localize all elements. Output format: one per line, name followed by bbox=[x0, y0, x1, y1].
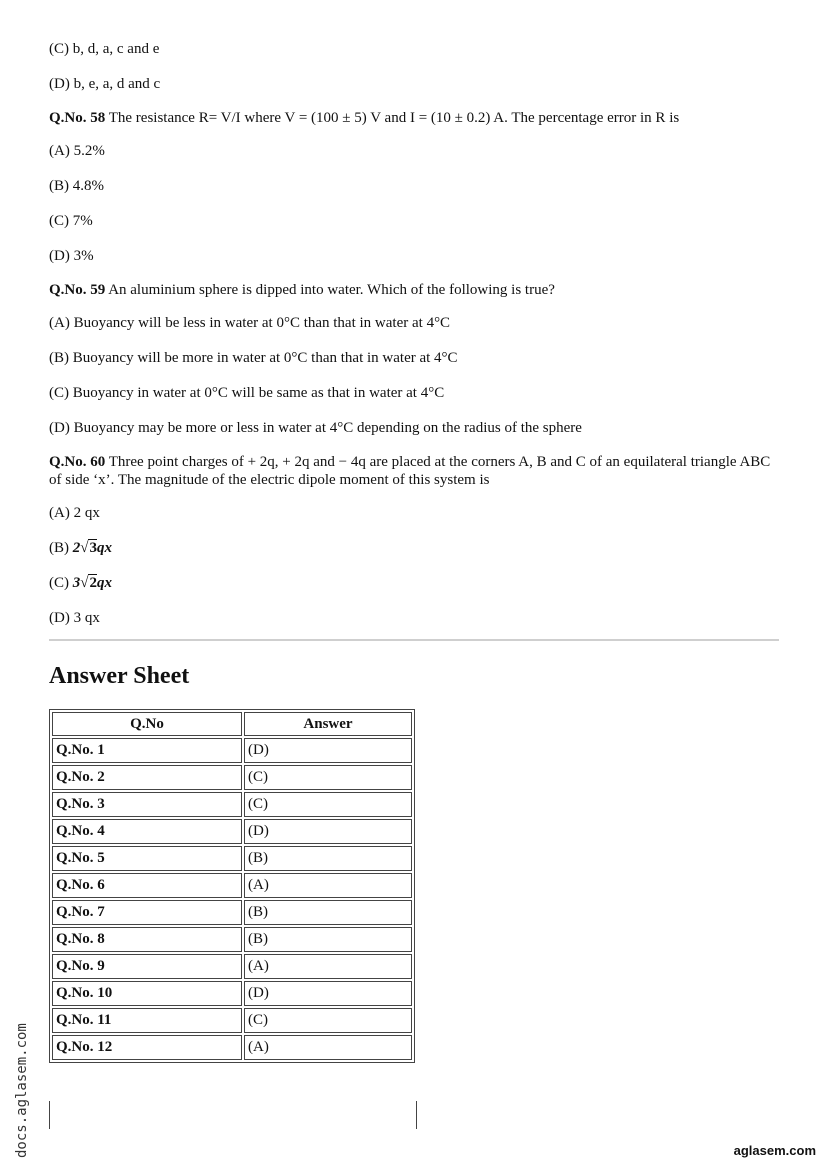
option-text: (A) Buoyancy will be less in water at 0°C than that in water at 4°C bbox=[49, 315, 451, 331]
question-number: Q.No. 59 bbox=[49, 282, 106, 298]
math-coefficient: 2 bbox=[72, 540, 81, 556]
answer-cell: (C) bbox=[244, 1008, 412, 1033]
question-cell: Q.No. 12 bbox=[52, 1035, 242, 1060]
question-cell: Q.No. 6 bbox=[52, 873, 242, 898]
option-text: (B) 4.8% bbox=[49, 178, 104, 194]
answer-cell: (D) bbox=[244, 819, 412, 844]
math-coefficient: 3 bbox=[72, 575, 81, 591]
question-cell: Q.No. 4 bbox=[52, 819, 242, 844]
table-row bbox=[52, 1008, 412, 1033]
option-math-b bbox=[49, 538, 779, 558]
answer-cell: (A) bbox=[244, 1035, 412, 1060]
math-radicand: 3 bbox=[89, 540, 97, 556]
question-59 bbox=[49, 281, 779, 299]
option-text: (B) Buoyancy will be more in water at 0°C than that in water at 4°C bbox=[49, 350, 458, 366]
option-label: (B) bbox=[49, 540, 69, 556]
math-expression bbox=[73, 539, 112, 556]
option-text: (D) Buoyancy may be more or less in water at 4°C depending on the radius of the sphere bbox=[49, 420, 582, 436]
table-row bbox=[52, 738, 412, 763]
table-header-row bbox=[52, 712, 412, 736]
question-cell: Q.No. 9 bbox=[52, 954, 242, 979]
question-cell: Q.No. 11 bbox=[52, 1008, 242, 1033]
footer-watermark: aglasem.com bbox=[733, 1143, 816, 1158]
option-text: (D) b, e, a, d and c bbox=[49, 76, 161, 92]
side-watermark: docs.aglasem.com bbox=[14, 1023, 30, 1158]
document-content bbox=[49, 39, 779, 1063]
table-row bbox=[52, 954, 412, 979]
answer-sheet-title: Answer Sheet bbox=[49, 663, 190, 689]
question-cell: Q.No. 8 bbox=[52, 927, 242, 952]
question-cell: Q.No. 1 bbox=[52, 738, 242, 763]
option-text: (A) 2 qx bbox=[49, 505, 100, 521]
question-cell: Q.No. 3 bbox=[52, 792, 242, 817]
option-text: (D) 3% bbox=[49, 248, 94, 264]
question-text: The resistance R= V/I where V = (100 ± 5) V and I = (10 ± 0.2) A. The percentage error in R is bbox=[108, 110, 680, 126]
sqrt-symbol: √ bbox=[80, 575, 89, 591]
question-number: Q.No. 58 bbox=[49, 110, 106, 126]
math-expression bbox=[73, 574, 112, 591]
table-row bbox=[52, 846, 412, 871]
column-header-answer: Answer bbox=[244, 712, 412, 736]
math-radicand: 2 bbox=[89, 575, 97, 591]
option-text: (C) Buoyancy in water at 0°C will be same as that in water at 4°C bbox=[49, 385, 445, 401]
answer-cell: (B) bbox=[244, 900, 412, 925]
section-divider bbox=[49, 639, 779, 641]
table-row bbox=[52, 819, 412, 844]
table-row bbox=[52, 765, 412, 790]
table-row bbox=[52, 981, 412, 1006]
answer-cell: (C) bbox=[244, 765, 412, 790]
table-continuation bbox=[49, 1101, 417, 1129]
option-text: (C) b, d, a, c and e bbox=[49, 41, 160, 57]
answer-cell: (A) bbox=[244, 954, 412, 979]
question-cell: Q.No. 5 bbox=[52, 846, 242, 871]
question-cell: Q.No. 10 bbox=[52, 981, 242, 1006]
answer-cell: (D) bbox=[244, 981, 412, 1006]
option-text: (A) 5.2% bbox=[49, 143, 105, 159]
table-row bbox=[52, 900, 412, 925]
math-variable: qx bbox=[96, 540, 112, 556]
answer-cell: (A) bbox=[244, 873, 412, 898]
table-row bbox=[52, 1035, 412, 1060]
table-row bbox=[52, 873, 412, 898]
answer-cell: (B) bbox=[244, 927, 412, 952]
question-58 bbox=[49, 109, 779, 127]
table-row bbox=[52, 927, 412, 952]
answer-table bbox=[49, 709, 415, 1063]
question-cell: Q.No. 7 bbox=[52, 900, 242, 925]
option-text: (C) 7% bbox=[49, 213, 93, 229]
question-number: Q.No. 60 bbox=[49, 454, 106, 470]
answer-cell: (B) bbox=[244, 846, 412, 871]
option-text: (D) 3 qx bbox=[49, 610, 100, 626]
option-math-c bbox=[49, 573, 779, 593]
question-text: An aluminium sphere is dipped into water. Which of the following is true? bbox=[108, 282, 555, 298]
answer-cell: (C) bbox=[244, 792, 412, 817]
math-variable: qx bbox=[96, 575, 112, 591]
answer-cell: (D) bbox=[244, 738, 412, 763]
option-label: (C) bbox=[49, 575, 69, 591]
sqrt-symbol: √ bbox=[80, 540, 89, 556]
question-text: Three point charges of + 2q, + 2q and − 4q are placed at the corners A, B and C of an equilateral triangle ABC of side ‘x’. The magnitude of the electric dipole moment of this system is bbox=[49, 454, 771, 488]
question-60 bbox=[49, 453, 779, 489]
table-row bbox=[52, 792, 412, 817]
question-cell: Q.No. 2 bbox=[52, 765, 242, 790]
column-header-qno: Q.No bbox=[52, 712, 242, 736]
